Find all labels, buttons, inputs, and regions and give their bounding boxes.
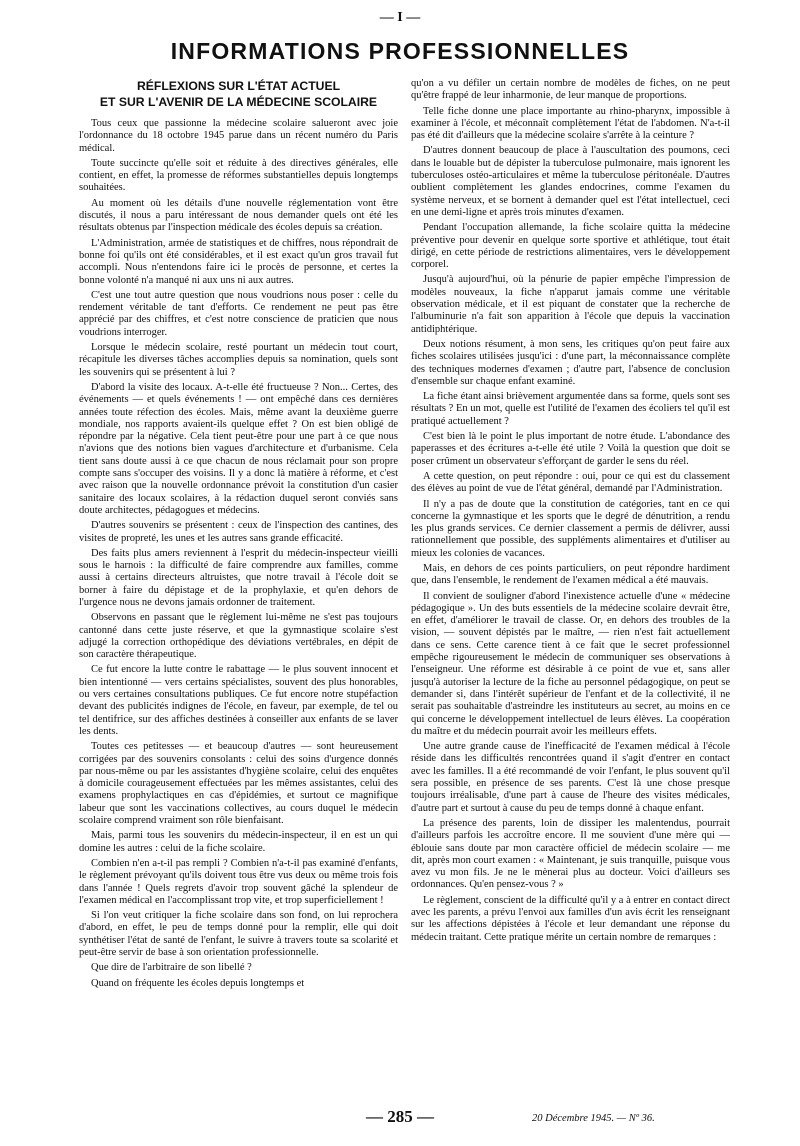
paragraph: Jusqu'à aujourd'hui, où la pénurie de papier empêche l'impression de modèles nouveaux, la fiche n'apparut jamais comme une véritable observation médicale, et il est piquant de constater que la recherche de l'albuminurie n'a fait son apparition à l'école que depuis la vaccination antidiphtérique. [411,274,730,335]
paragraph: Au moment où les détails d'une nouvelle réglementation vont être discutés, il nous a paru intéressant de nous demander quels ont été les résultats obtenus par l'inspection médicale des écoles depuis sa création. [79,197,398,234]
paragraph: Combien n'en a-t-il pas rempli ? Combien n'a-t-il pas examiné d'enfants, le règlement prévoyant qu'ils doivent tous être vus deux ou même trois fois dans l'année ! Quels regrets d'avoir trop souvent gâché la splendeur de l'examen médical en l'accomplissant trop vite, et trop superficiellement ! [79,857,398,906]
paragraph: Le règlement, conscient de la difficulté qu'il y a à entrer en contact direct avec les parents, a prévu l'envoi aux familles d'un avis écrit les renseignant sur les affections dépistées à l'école et leur demandant une réponse du médecin traitant. Cette pratique mérite un certain nombre de remarques : [411,894,730,943]
paragraph: Mais, en dehors de ces points particuliers, on peut répondre hardiment que, dans l'ensemble, le rendement de l'examen médical a été mauvais. [411,562,730,587]
paragraph: C'est bien là le point le plus important de notre étude. L'abondance des paperasses et des écritures a-t-elle été utile ? Voilà la question que doit se poser crûment un observateur s'efforçant de garder le sens du réel. [411,431,730,467]
paragraph: A cette question, on peut répondre : oui, pour ce qui est du classement des élèves au point de vue de l'état général, demandé par l'Administration. [411,470,730,495]
right-column [411,78,730,1100]
right-column-body [411,78,730,944]
paragraph: Des faits plus amers reviennent à l'esprit du médecin-inspecteur vieilli sous le harnois : la difficulté de faire comprendre aux familles, comme aussi à certains directeurs altruistes, que notre travail à l'école doit se borner à faire du dépistage et de la prophylaxie, et qu'en dehors de l'urgence nous ne devons jamais ordonner de traitement. [79,547,398,608]
paragraph: D'autres donnent beaucoup de place à l'auscultation des poumons, ceci dans le louable but de dépister la tuberculose pulmonaire, mais ignorent les tuberculoses ostéo-articulaires et même la tuberculose péritonéale. D'autres oublient complètement les glandes endocrines, comme l'examen du système nerveux, et se bornent à demander quel est l'état intellectuel, ceci en une demi-ligne et après trois minutes d'examen. [411,145,730,218]
left-column [79,78,398,1100]
section-roman-numeral: — I — [379,10,421,25]
paragraph: Toute succincte qu'elle soit et réduite à des directives générales, elle contient, en effet, la promesse de réformes substantielles depuis longtemps souhaitées. [79,157,398,194]
paragraph: Il convient de souligner d'abord l'inexistence actuelle d'une « médecine pédagogique ». Un des buts essentiels de la médecine scolaire devrait être, en effet, d'améliorer le travail de classe. Or, en dehors des troubles de la vision, — souvent dépistés par le maître, — rien n'est fait actuellement dans ce sens. Cette carence tient à ce fait que le secret professionnel empêche rigoureusement le médecin de communiquer ses observations à l'enseigneur. Une réforme est désirable à ce point de vue et, sans aller jusqu'à autoriser la lecture de la fiche au personnel pédagogique, on peut se demander si, dans l'intérêt supérieur de l'enfant et de la collectivité, il ne serait pas souhaitable d'astreindre les instituteurs au secret, au moins en ce qui concerne le développement intellectuel de leurs élèves. La coopération du maître et du médecin pourrait avoir les meilleurs effets. [411,590,730,737]
paragraph: Mais, parmi tous les souvenirs du médecin-inspecteur, il en est un qui domine les autres : celui de la fiche scolaire. [79,830,398,854]
paragraph: La présence des parents, loin de dissiper les malentendus, pourrait d'ailleurs parfois les accroître encore. Il me souvient d'une mère qui — éblouie sans doute par mon caractère officiel de médecin scolaire — me dit, après mon court examen : « Maintenant, je suis tranquille, puisque vous avez vu mon fils. Je ne le mènerai plus au docteur. Voici d'ailleurs ses ordonnances. Qu'en pensez-vous ? » [411,817,730,891]
paragraph: Telle fiche donne une place importante au rhino-pharynx, impossible à examiner à l'école, et méconnaît complètement l'état de l'abdomen. N'a-t-il pas été dit d'ailleurs que la médecine scolaire s'arrête à la ceinture ? [411,105,730,142]
paragraph: Une autre grande cause de l'inefficacité de l'examen médical à l'école réside dans les difficultés rencontrées quand il s'agit d'entrer en contact avec les familles. Il a été recommandé de voir l'enfant, le plus souvent qu'il sera possible, en présence de ses parents. C'est là une chose presque toujours irréalisable, d'une part à cause de l'heure des visites médicales, d'autre part et surtout à cause du peu de temps donné à chaque enfant. [411,741,730,814]
paragraph: Lorsque le médecin scolaire, resté pourtant un médecin tout court, récapitule les diverses tâches accomplies depuis sa nomination, quels sont les souvenirs qui se présentent à lui ? [79,342,398,378]
paragraph: Tous ceux que passionne la médecine scolaire salueront avec joie l'ordonnance du 18 octobre 1945 parue dans un récent numéro du Paris médical. [79,118,398,154]
paragraph: Toutes ces petitesses — et beaucoup d'autres — sont heureusement corrigées par des souvenirs consolants : celui des soins d'urgence donnés par nous-même ou par les assistantes d'hygiène scolaire, celui des enquêtes à domicile courageusement effectuées par les mêmes assistantes, celui des examens prophylactiques en cas d'épidémies, et surtout ce magnifique labeur que sont les vaccinations collectives, au cours duquel le médecin scolaire comprend vraiment son rôle bienfaisant. [79,741,398,827]
paragraph: Ce fut encore la lutte contre le rabattage — le plus souvent innocent et bien intentionné — vers certains spécialistes, souvent des plus honorables, ou vers certaines consultations publiques. Ce fut encore notre stupéfaction devant des publicités indignes de l'école, en faveur, par exemple, de tel ou tel dentifrice, sur des affiches destinées à conseiller aux enfants de se laver les dents. [79,664,398,737]
paragraph: D'abord la visite des locaux. A-t-elle été fructueuse ? Non... Certes, des événements — et quels événements ! — ont empêché dans ces dernières années toute réfection des écoles. Mais, même avant la deuxième guerre mondiale, nos rapports avaient-ils quelque effet ? On est bien obligé de répondre par la négative. Cela tient peut-être pour une part à ce que nous n'avions que des notions bien vagues d'architecture et d'urbanisme. Cela tient sans doute aussi à ce que chacun de nous réclamait pour son propre compte sans s'occuper des voisins. Il y a donc là matière à réforme, et c'est avec raison que la nouvelle ordonnance prévoit la constitution d'un casier sanitaire des locaux scolaires, à la rédaction duquel seront conviés sans doute architectes, pédagogues et médecins. [79,381,398,516]
paragraph: Il n'y a pas de doute que la constitution de catégories, tant en ce qui concerne la gymnastique et les sports que le degré de dénutrition, a rendu les plus grands services. Ce dernier classement a permis de délivrer, aussi rationnellement que possible, des suppléments alimentaires et d'utiliser au mieux les colonies de vacances. [411,498,730,559]
paragraph: L'Administration, armée de statistiques et de chiffres, nous répondrait de bonne foi qu'ils ont été considérables, et il est exact qu'un gros travail fut accompli. Nous n'entendons faire ici le procès de personne, et certes la bonne volonté n'a manqué ni aux uns ni aux autres. [79,237,398,286]
issue-date: 20 Décembre 1945. — Nº 36. [532,1113,655,1124]
paragraph: Quand on fréquente les écoles depuis longtemps et [91,977,305,989]
left-column-body [79,118,398,990]
article-title-line-1: RÉFLEXIONS SUR L'ÉTAT ACTUEL [136,79,341,93]
paragraph: D'autres souvenirs se présentent : ceux de l'inspection des cantines, des visites de propreté, les unes et les autres sans grande efficacité. [79,520,398,544]
paragraph: Que dire de l'arbitraire de son libellé ? [91,962,252,974]
paragraph: La fiche étant ainsi brièvement argumentée dans sa forme, quels sont ses résultats ? En un mot, quelle est l'utilité de l'examen des écoliers tel qu'il est pratiqué actuellement ? [411,391,730,427]
section-heading: INFORMATIONS PROFESSIONNELLES [170,38,630,64]
paragraph: Observons en passant que le règlement lui-même ne s'est pas toujours cantonné dans cette juste réserve, et que la gymnastique scolaire s'est adjugé la correction orthopédique des déviations vertébrales, en dépit de son caractère thérapeutique. [79,612,398,661]
article-title-line-2: ET SUR L'AVENIR DE LA MÉDECINE SCOLAIRE [99,95,378,109]
page-number: — 285 — [366,1107,434,1126]
paragraph: Si l'on veut critiquer la fiche scolaire dans son fond, on lui reprochera d'abord, en effet, le peu de temps donné pour la remplir, elle qui doit synthétiser l'état de santé de l'enfant, le suivre à travers toute sa scolarité et peut-être servir de base à son orientation professionnelle. [79,910,398,958]
paragraph: Deux notions résument, à mon sens, les critiques qu'on peut faire aux fiches scolaires utilisées jusqu'ici : d'une part, la méconnaissance complète des techniques modernes d'examen ; d'autre part, l'absence de conclusion d'ensemble sur chaque enfant examiné. [411,338,730,387]
paragraph: Pendant l'occupation allemande, la fiche scolaire quitta la médecine préventive pour devenir en quelque sorte sportive et athlétique, tout était dirigé, en cette période de restrictions alimentaires, vers le développement corporel. [411,222,730,271]
paragraph: qu'on a vu défiler un certain nombre de modèles de fiches, on ne peut qu'être frappé de leur inharmonie, de leur manque de proportions. [411,78,730,102]
paragraph: C'est une tout autre question que nous voudrions nous poser : celle du rendement véritable de tant d'efforts. Ce rendement ne peut pas être apprécié par des chiffres, et c'est notre conscience de praticien que nous voudrions interroger. [79,289,398,338]
